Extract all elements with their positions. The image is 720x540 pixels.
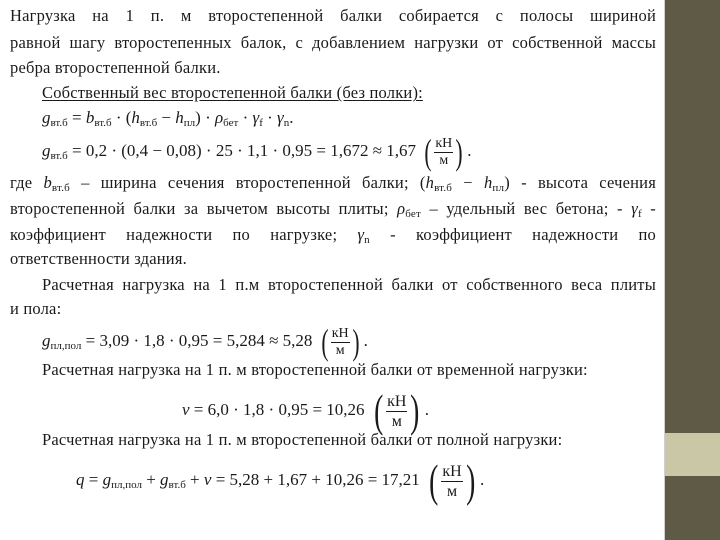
paragraph-line: коэффициент надежности по нагрузке; $\gamma_n$ - коэффициент надежности по	[10, 225, 656, 246]
sidebar-band-accent	[665, 433, 720, 476]
sidebar-band-bottom	[665, 476, 720, 540]
paragraph-line: ответственности здания.	[10, 249, 187, 268]
decorative-sidebar	[665, 0, 720, 540]
formula-slab-floor: $g_{пл,пол} = 3,09 \cdot 1,8 \cdot 0,95 = 5,284 \approx 5,28$ ( кН м ) .	[42, 322, 368, 362]
unit-fraction: ( кН м )	[424, 132, 463, 172]
paragraph-line: где $b_{вт.б}$ – ширина сечения второстепенной балки; $(h_{вт.б} - h_{пл})$ - высота сечения	[10, 173, 656, 194]
paragraph-line: и пола:	[10, 299, 62, 318]
unit-fraction: ( кН м )	[429, 455, 475, 506]
paragraph-line: второстепенной балки за вычетом высоты плиты; $\rho_{бет}$ – удельный вес бетона; - $\gamma_f$ -	[10, 199, 656, 220]
formula-own-weight-value: $g_{вт.б} = 0,2 \cdot (0,4 - 0,08) \cdot 25 \cdot 1,1 \cdot 0,95 = 1,672 \approx 1,67$ ( кН м ) .	[42, 132, 472, 172]
section-heading: Собственный вес второстепенной балки (без полки):	[42, 83, 423, 102]
paragraph-line: Расчетная нагрузка на 1 п.м второстепенной балки от собственного веса плиты	[42, 275, 656, 294]
formula-total-load: $q = g_{пл,пол} + g_{вт.б} + v = 5,28 + 1,67 + 10,26 = 17,21$ ( кН м ) .	[76, 455, 485, 506]
sidebar-band-top	[665, 0, 720, 433]
formula-own-weight: $g_{вт.б} = b_{вт.б} \cdot (h_{вт.б} - h_{пл}) \cdot \rho_{бет} \cdot \gamma_f \cdot \gamma_n$.	[42, 108, 294, 129]
formula-temporary-load: v = 6,0 · 1,8 · 0,95 = 10,26 ( кН м ) .	[182, 385, 430, 436]
paragraph-line: Расчетная нагрузка на 1 п. м второстепенной балки от временной нагрузки:	[42, 360, 588, 379]
paragraph-line: равной шагу второстепенных балок, с добавлением нагрузки от собственной массы	[10, 33, 656, 52]
paragraph-line: ребра второстепенной балки.	[10, 58, 221, 77]
unit-fraction: ( кН м )	[321, 322, 360, 362]
paragraph-line: Расчетная нагрузка на 1 п. м второстепенной балки от полной нагрузки:	[42, 430, 563, 449]
paragraph-line: Нагрузка на 1 п. м второстепенной балки собирается с полосы шириной	[10, 6, 656, 25]
unit-fraction: ( кН м )	[373, 385, 420, 436]
